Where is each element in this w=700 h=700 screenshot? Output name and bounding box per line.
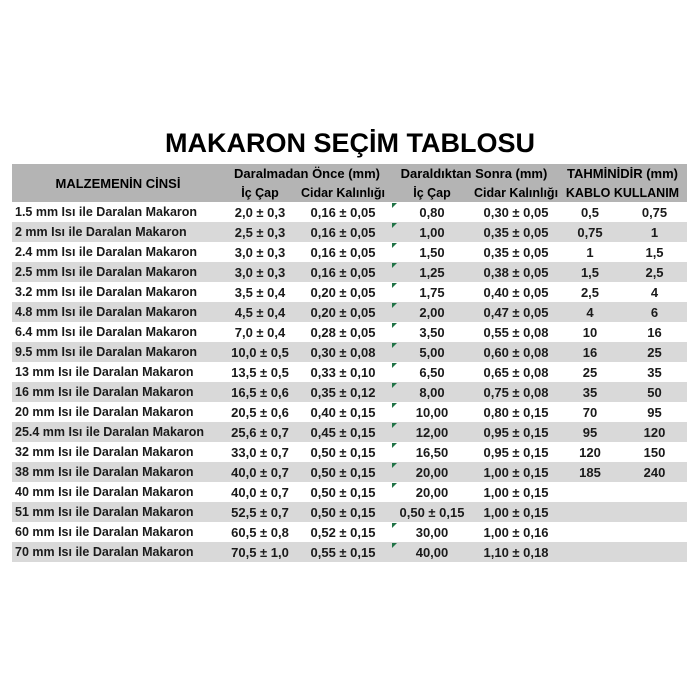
cell-material-type: 3.2 mm Isı ile Daralan Makaron	[15, 285, 198, 299]
cell-inner-diameter-before: 60,5 ± 0,8	[231, 524, 289, 540]
cell-cable: 0,75	[577, 224, 603, 240]
cell-error-marker-triangle-icon	[392, 203, 397, 208]
cell-cable: 25	[582, 364, 598, 380]
cell-usage: 6	[650, 304, 659, 320]
cell-inner-diameter-before: 52,5 ± 0,7	[231, 504, 289, 520]
cell-cable: 120	[579, 444, 601, 460]
cell-inner-diameter-before: 3,0 ± 0,3	[234, 244, 286, 260]
cell-usage: 240	[643, 464, 666, 480]
cell-material-type: 70 mm Isı ile Daralan Makaron	[15, 545, 194, 559]
cell-wall-thickness-after: 0,80 ± 0,15	[483, 404, 549, 420]
cell-wall-thickness-after: 0,95 ± 0,15	[483, 444, 549, 460]
cell-error-marker-triangle-icon	[392, 263, 397, 268]
cell-inner-diameter-before: 16,5 ± 0,6	[231, 384, 289, 400]
table-header	[12, 164, 687, 202]
cell-usage: 16	[647, 324, 662, 340]
header-cable-usage: KABLO KULLANIM	[558, 183, 687, 202]
cell-material-type: 25.4 mm Isı ile Daralan Makaron	[15, 425, 204, 439]
cell-inner-diameter-before: 70,5 ± 1,0	[231, 544, 289, 560]
table-row	[12, 262, 687, 282]
cell-cable: 185	[579, 464, 601, 480]
cell-wall-thickness-after: 0,65 ± 0,08	[483, 364, 549, 380]
cell-inner-diameter-after: 0,50 ± 0,15	[399, 504, 465, 520]
header-group-after-shrink: Daraldıktan Sonra (mm)	[390, 164, 558, 183]
header-inner-diameter-before: İç Çap	[224, 183, 296, 202]
cell-wall-thickness-after: 0,35 ± 0,05	[483, 244, 549, 260]
cell-inner-diameter-after: 8,00	[390, 382, 474, 402]
cell-wall-thickness-before: 0,28 ± 0,05	[310, 324, 376, 340]
cell-cable: 10	[582, 324, 598, 340]
cell-inner-diameter-before: 7,0 ± 0,4	[234, 324, 286, 340]
cell-material-type: 9.5 mm Isı ile Daralan Makaron	[15, 345, 198, 359]
cell-wall-thickness-before: 0,20 ± 0,05	[310, 284, 376, 300]
cell-usage	[622, 542, 687, 562]
cell-usage	[622, 522, 687, 542]
cell-inner-diameter-before: 40,0 ± 0,7	[231, 484, 289, 500]
cell-material-type: 4.8 mm Isı ile Daralan Makaron	[15, 305, 198, 319]
cell-error-marker-triangle-icon	[392, 363, 397, 368]
cell-error-marker-triangle-icon	[392, 483, 397, 488]
cell-error-marker-triangle-icon	[392, 323, 397, 328]
cell-inner-diameter-after: 40,00	[390, 542, 474, 562]
table-row	[12, 502, 687, 522]
cell-inner-diameter-after: 1,75	[390, 282, 474, 302]
cell-wall-thickness-after: 0,95 ± 0,15	[483, 424, 549, 440]
cell-wall-thickness-after: 1,00 ± 0,15	[483, 504, 549, 520]
cell-error-marker-triangle-icon	[392, 423, 397, 428]
cell-inner-diameter-after: 20,00	[390, 482, 474, 502]
cell-error-marker-triangle-icon	[392, 383, 397, 388]
table-row	[12, 442, 687, 462]
makaron-selection-table	[12, 164, 687, 562]
table-row	[12, 522, 687, 542]
table-row	[12, 462, 687, 482]
cell-cable: 35	[582, 384, 598, 400]
cell-inner-diameter-before: 4,5 ± 0,4	[234, 304, 286, 320]
table-row	[12, 342, 687, 362]
cell-wall-thickness-after: 0,47 ± 0,05	[483, 304, 549, 320]
table-container	[12, 164, 687, 562]
cell-inner-diameter-after: 20,00	[390, 462, 474, 482]
table-row	[12, 322, 687, 342]
cell-cable: 2,5	[580, 284, 600, 300]
cell-cable	[558, 502, 622, 522]
cell-inner-diameter-after: 3,50	[390, 322, 474, 342]
cell-wall-thickness-before: 0,52 ± 0,15	[310, 524, 376, 540]
table-row	[12, 542, 687, 562]
cell-wall-thickness-after: 0,60 ± 0,08	[483, 344, 549, 360]
cell-wall-thickness-before: 0,30 ± 0,08	[310, 344, 376, 360]
group-header-row	[12, 164, 687, 183]
table-row	[12, 382, 687, 402]
cell-inner-diameter-before: 40,0 ± 0,7	[231, 464, 289, 480]
cell-error-marker-triangle-icon	[392, 403, 397, 408]
header-wall-thickness-before: Cidar Kalınlığı	[296, 183, 390, 202]
header-inner-diameter-after: İç Çap	[390, 183, 474, 202]
cell-wall-thickness-after: 1,00 ± 0,15	[483, 484, 549, 500]
table-row	[12, 202, 687, 222]
cell-inner-diameter-after: 6,50	[390, 362, 474, 382]
cell-usage: 150	[643, 444, 666, 460]
cell-wall-thickness-before: 0,16 ± 0,05	[310, 224, 376, 240]
cell-inner-diameter-before: 3,5 ± 0,4	[234, 284, 286, 300]
cell-wall-thickness-before: 0,16 ± 0,05	[310, 244, 376, 260]
cell-material-type: 32 mm Isı ile Daralan Makaron	[15, 445, 194, 459]
cell-usage: 25	[647, 344, 662, 360]
header-material-type: MALZEMENİN CİNSİ	[12, 164, 224, 202]
cell-cable	[558, 482, 622, 502]
cell-wall-thickness-after: 0,30 ± 0,05	[483, 204, 549, 220]
table-row	[12, 302, 687, 322]
cell-inner-diameter-before: 3,0 ± 0,3	[234, 264, 286, 280]
cell-error-marker-triangle-icon	[392, 303, 397, 308]
cell-inner-diameter-before: 33,0 ± 0,7	[231, 444, 289, 460]
cell-cable	[558, 522, 622, 542]
cell-wall-thickness-after: 1,00 ± 0,15	[483, 464, 549, 480]
page-title: MAKARON SEÇİM TABLOSU	[165, 128, 535, 158]
cell-cable: 16	[582, 344, 598, 360]
cell-material-type: 20 mm Isı ile Daralan Makaron	[15, 405, 194, 419]
cell-wall-thickness-after: 0,35 ± 0,05	[483, 224, 549, 240]
cell-wall-thickness-before: 0,45 ± 0,15	[310, 424, 376, 440]
cell-inner-diameter-after: 16,50	[390, 442, 474, 462]
cell-material-type: 51 mm Isı ile Daralan Makaron	[15, 505, 194, 519]
cell-wall-thickness-after: 1,10 ± 0,18	[483, 544, 549, 560]
cell-error-marker-triangle-icon	[392, 443, 397, 448]
cell-usage: 0,75	[641, 204, 668, 220]
cell-wall-thickness-after: 0,75 ± 0,08	[483, 384, 549, 400]
cell-usage: 1,5	[645, 244, 664, 260]
cell-cable	[558, 542, 622, 562]
cell-inner-diameter-before: 2,5 ± 0,3	[234, 224, 286, 240]
cell-material-type: 1.5 mm Isı ile Daralan Makaron	[15, 205, 198, 219]
cell-material-type: 16 mm Isı ile Daralan Makaron	[15, 385, 194, 399]
cell-cable: 1,5	[580, 264, 600, 280]
cell-cable: 1	[586, 244, 594, 260]
cell-material-type: 2.4 mm Isı ile Daralan Makaron	[15, 245, 198, 259]
cell-error-marker-triangle-icon	[392, 543, 397, 548]
cell-inner-diameter-after: 12,00	[390, 422, 474, 442]
cell-usage: 4	[650, 284, 659, 300]
header-wall-thickness-after: Cidar Kalınlığı	[474, 183, 558, 202]
cell-error-marker-triangle-icon	[392, 523, 397, 528]
cell-wall-thickness-before: 0,55 ± 0,15	[310, 544, 376, 560]
cell-usage: 2,5	[645, 264, 664, 280]
cell-material-type: 13 mm Isı ile Daralan Makaron	[15, 365, 194, 379]
cell-usage: 120	[643, 424, 666, 440]
cell-wall-thickness-before: 0,50 ± 0,15	[310, 444, 376, 460]
cell-inner-diameter-after: 1,25	[390, 262, 474, 282]
cell-wall-thickness-after: 0,55 ± 0,08	[483, 324, 549, 340]
cell-error-marker-triangle-icon	[392, 283, 397, 288]
cell-material-type: 2 mm Isı ile Daralan Makaron	[15, 225, 187, 239]
cell-wall-thickness-after: 0,38 ± 0,05	[483, 264, 549, 280]
cell-usage: 95	[647, 404, 662, 420]
cell-material-type: 38 mm Isı ile Daralan Makaron	[15, 465, 194, 479]
cell-cable: 0,5	[580, 204, 600, 220]
cell-wall-thickness-before: 0,50 ± 0,15	[310, 484, 376, 500]
header-group-estimate: TAHMİNİDİR (mm)	[558, 164, 687, 183]
cell-cable: 4	[586, 304, 594, 320]
cell-usage: 50	[647, 384, 662, 400]
cell-wall-thickness-before: 0,50 ± 0,15	[310, 504, 376, 520]
header-group-before-shrink: Daralmadan Önce (mm)	[224, 164, 390, 183]
cell-cable: 70	[582, 404, 598, 420]
table-row	[12, 362, 687, 382]
cell-inner-diameter-before: 10,0 ± 0,5	[231, 344, 289, 360]
table-row	[12, 222, 687, 242]
cell-inner-diameter-after: 2,00	[390, 302, 474, 322]
cell-inner-diameter-after: 10,00	[390, 402, 474, 422]
cell-material-type: 2.5 mm Isı ile Daralan Makaron	[15, 265, 198, 279]
table-row	[12, 242, 687, 262]
table-body	[12, 202, 687, 562]
cell-usage	[622, 502, 687, 522]
cell-wall-thickness-after: 1,00 ± 0,16	[483, 524, 549, 540]
cell-wall-thickness-before: 0,16 ± 0,05	[310, 264, 376, 280]
cell-material-type: 6.4 mm Isı ile Daralan Makaron	[15, 325, 198, 339]
cell-wall-thickness-before: 0,16 ± 0,05	[310, 204, 376, 220]
cell-wall-thickness-before: 0,33 ± 0,10	[310, 364, 376, 380]
cell-wall-thickness-before: 0,50 ± 0,15	[310, 464, 376, 480]
cell-material-type: 60 mm Isı ile Daralan Makaron	[15, 525, 194, 539]
cell-wall-thickness-after: 0,40 ± 0,05	[483, 284, 549, 300]
cell-inner-diameter-after: 1,50	[390, 242, 474, 262]
table-row	[12, 282, 687, 302]
cell-inner-diameter-after: 0,80	[390, 202, 474, 222]
cell-usage: 35	[647, 364, 662, 380]
cell-inner-diameter-before: 25,6 ± 0,7	[231, 424, 289, 440]
table-row	[12, 482, 687, 502]
cell-error-marker-triangle-icon	[392, 343, 397, 348]
cell-wall-thickness-before: 0,35 ± 0,12	[310, 384, 376, 400]
cell-inner-diameter-after: 30,00	[390, 522, 474, 542]
cell-error-marker-triangle-icon	[392, 223, 397, 228]
cell-usage	[622, 482, 687, 502]
cell-inner-diameter-before: 2,0 ± 0,3	[234, 204, 286, 220]
cell-error-marker-triangle-icon	[392, 243, 397, 248]
cell-inner-diameter-after: 5,00	[390, 342, 474, 362]
cell-error-marker-triangle-icon	[392, 463, 397, 468]
table-row	[12, 422, 687, 442]
cell-usage: 1	[650, 224, 659, 240]
cell-wall-thickness-before: 0,20 ± 0,05	[310, 304, 376, 320]
cell-cable: 95	[582, 424, 598, 440]
cell-material-type: 40 mm Isı ile Daralan Makaron	[15, 485, 194, 499]
cell-inner-diameter-after: 1,00	[390, 222, 474, 242]
cell-inner-diameter-before: 20,5 ± 0,6	[231, 404, 289, 420]
cell-inner-diameter-before: 13,5 ± 0,5	[231, 364, 289, 380]
table-row	[12, 402, 687, 422]
cell-wall-thickness-before: 0,40 ± 0,15	[310, 404, 376, 420]
